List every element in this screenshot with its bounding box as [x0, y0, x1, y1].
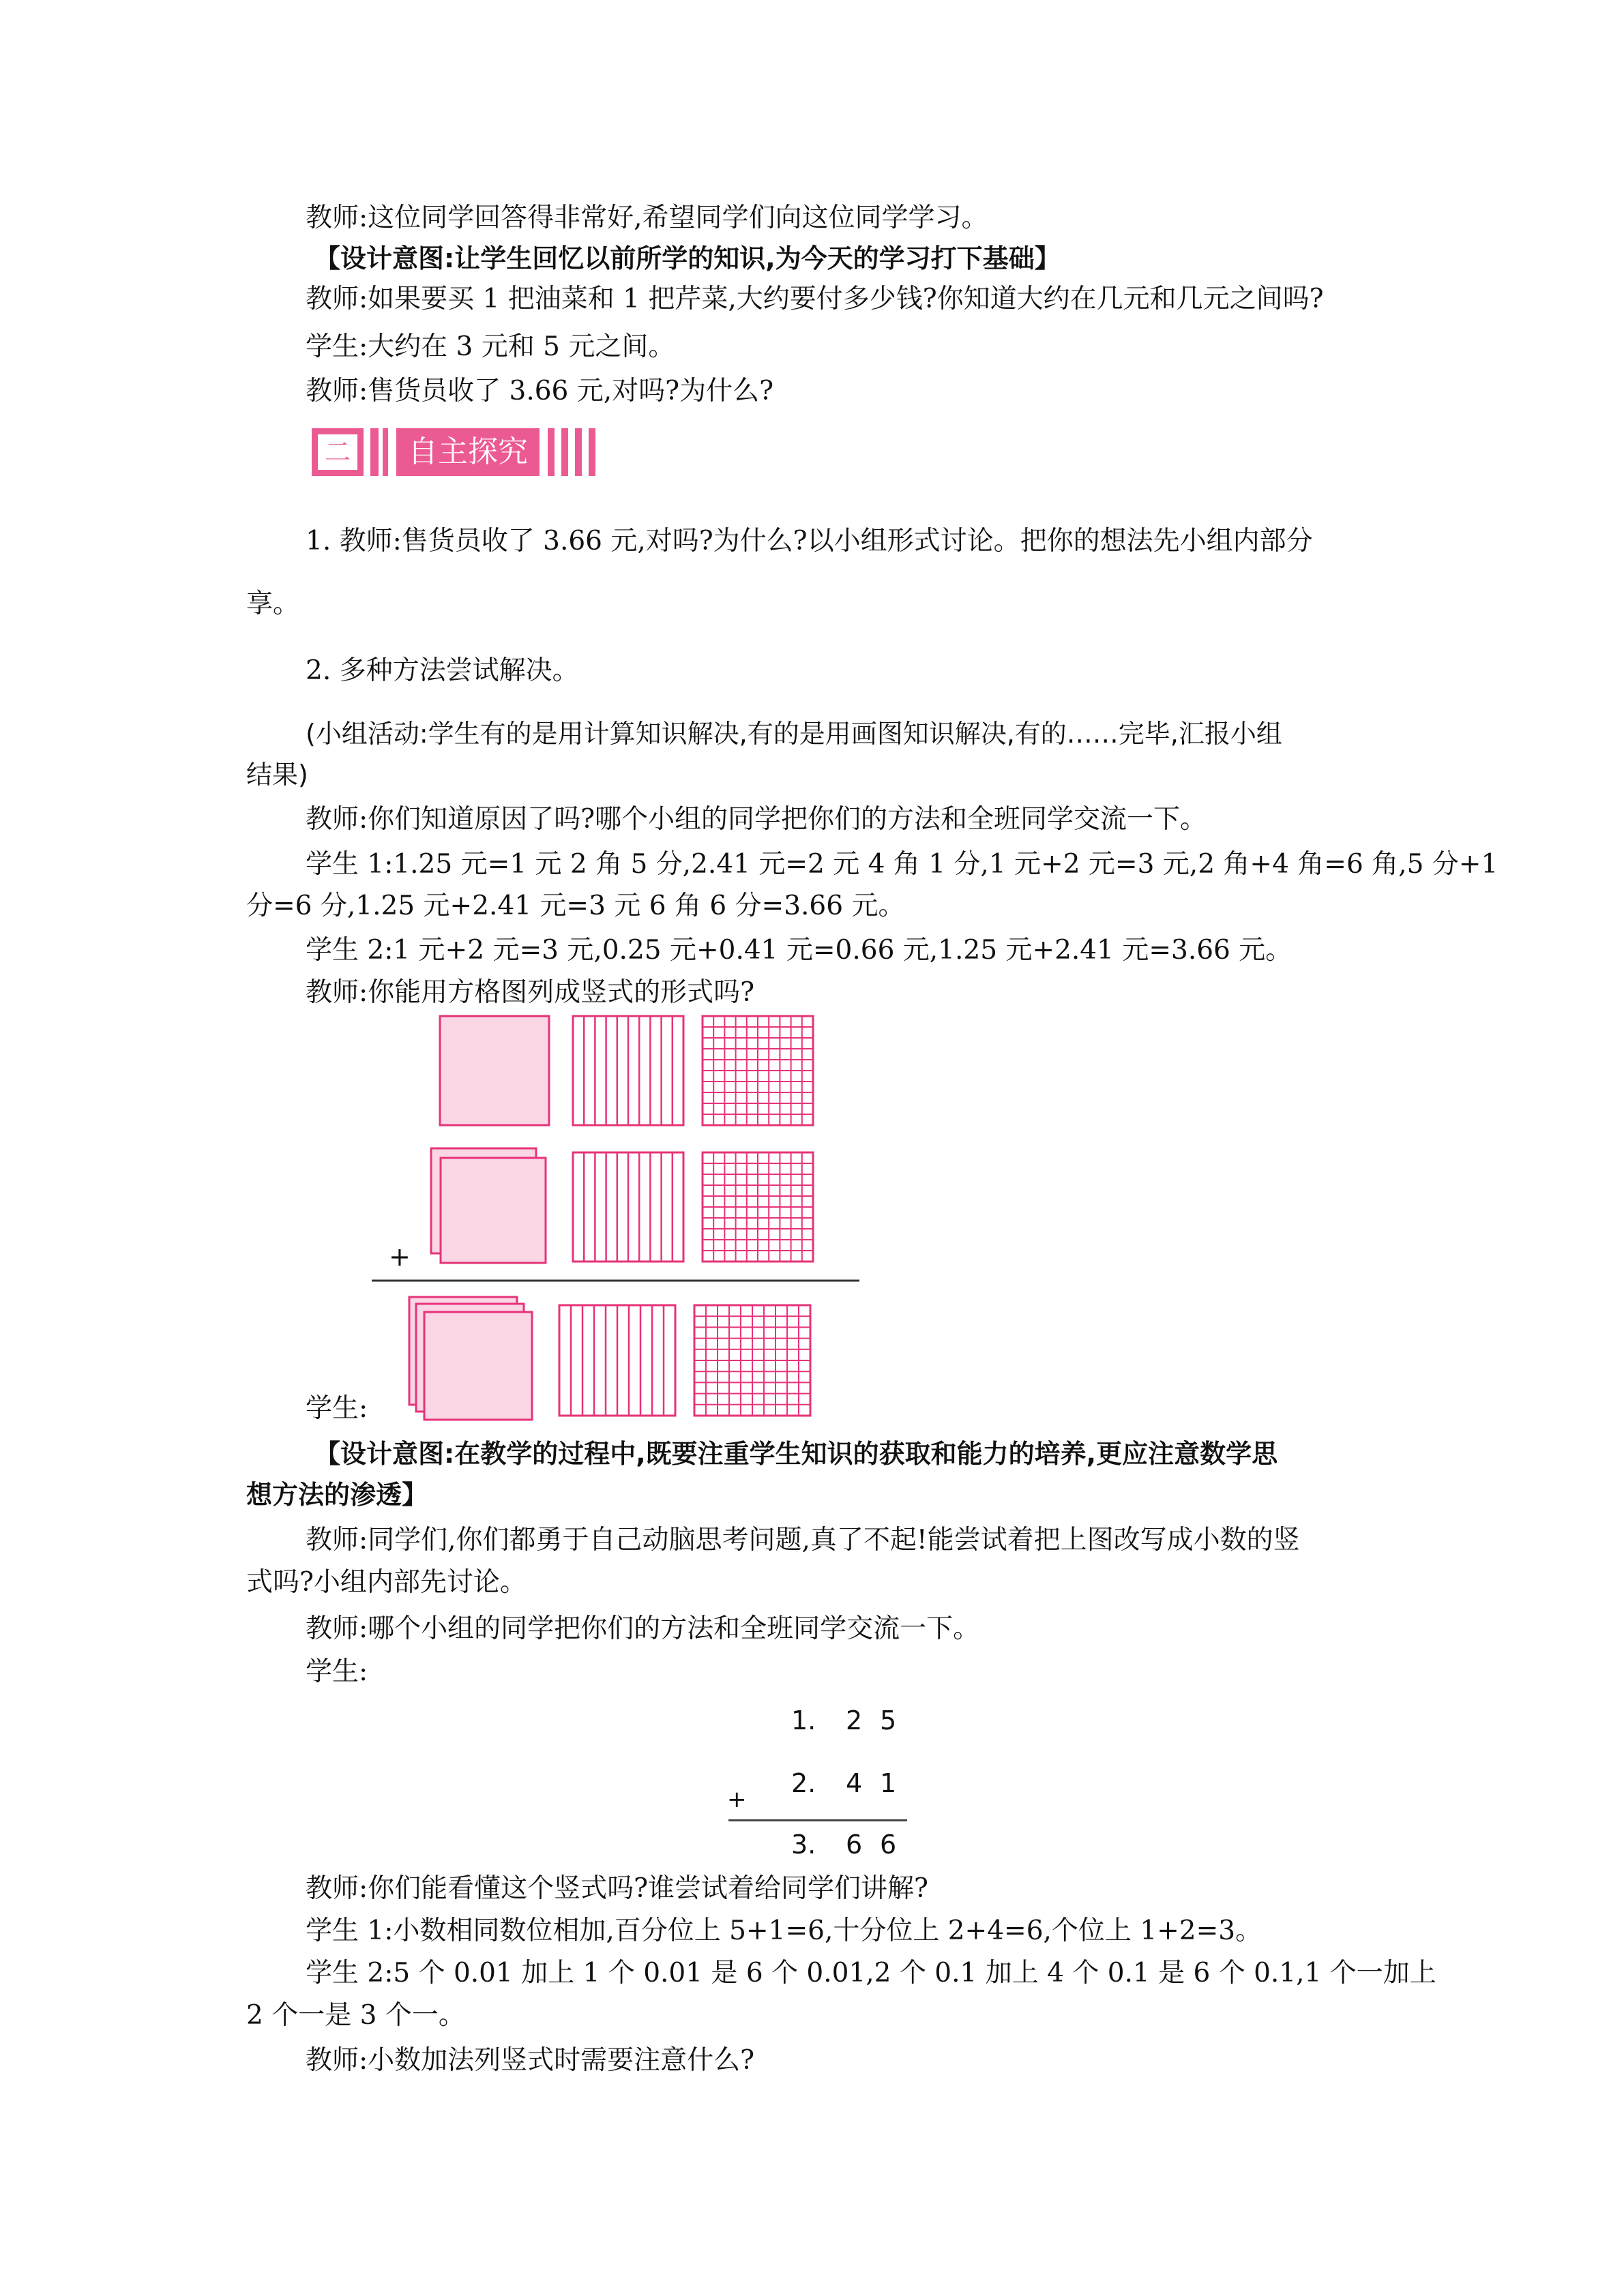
activity-note: 结果) [246, 760, 308, 790]
section-title: 自主探究 [396, 428, 540, 476]
text-line: 式吗?小组内部先讨论。 [246, 1567, 527, 1598]
activity-note: (小组活动:学生有的是用计算知识解决,有的是用画图知识解决,有的……完毕,汇报小组 [306, 719, 1282, 749]
design-intent: 想方法的渗透】 [246, 1480, 428, 1510]
calc-digit: 1. [791, 1705, 816, 1735]
text-line: 教师:你们能看懂这个竖式吗?谁尝试着给同学们讲解? [306, 1873, 928, 1904]
figure-row-1.25 [440, 1016, 813, 1125]
text-line: 学生 1:小数相同数位相加,百分位上 5+1=6,十分位上 2+4=6,个位上 1+2=3。 [306, 1915, 1263, 1946]
calc-sum-line [728, 1819, 907, 1821]
calc-digit: 4 [846, 1768, 863, 1798]
calc-digit: 5 [880, 1705, 897, 1735]
text-line: 教师:你们知道原因了吗?哪个小组的同学把你们的方法和全班同学交流一下。 [306, 804, 1207, 835]
text-line: 教师:这位同学回答得非常好,希望同学们向这位同学学习。 [306, 203, 988, 233]
calc-digit: 2. [791, 1768, 816, 1798]
badge-stripe [575, 428, 582, 476]
badge-stripe [383, 428, 388, 476]
text-line: 教师:你能用方格图列成竖式的形式吗? [306, 977, 755, 1008]
badge-stripe [561, 428, 568, 476]
list-item: 1. 教师:售货员收了 3.66 元,对吗?为什么?以小组形式讨论。把你的想法先小组内部分 [306, 526, 1313, 556]
text-line: 教师:同学们,你们都勇于自己动脑思考问题,真了不起!能尝试着把上图改写成小数的竖 [306, 1525, 1300, 1555]
calc-digit: 6 [880, 1830, 897, 1860]
text-line: 学生 2:1 元+2 元=3 元,0.25 元+0.41 元=0.66 元,1.25 元+2.41 元=3.66 元。 [306, 935, 1293, 966]
list-item: 2. 多种方法尝试解决。 [306, 655, 579, 686]
one-unit-square [424, 1312, 532, 1420]
badge-stripe [589, 428, 595, 476]
calc-digit: 6 [846, 1830, 863, 1860]
badge-stripe [370, 428, 379, 476]
plus-sign: + [389, 1242, 411, 1272]
badge-stripe [548, 428, 555, 476]
text-line: 分=6 分,1.25 元+2.41 元=3 元 6 角 6 分=3.66 元。 [246, 891, 905, 921]
calc-plus-sign: + [727, 1786, 747, 1813]
calc-digit: 1 [880, 1768, 897, 1798]
text-line: 学生 1:1.25 元=1 元 2 角 5 分,2.41 元=2 元 4 角 1 分,1 元+2 元=3 元,2 角+4 角=6 角,5 分+1 [306, 849, 1498, 880]
text-line: 教师:如果要买 1 把油菜和 1 把芹菜,大约要付多少钱?你知道大约在几元和几元之间吗? [306, 284, 1324, 314]
one-unit-square [440, 1016, 549, 1125]
text-line: 2 个一是 3 个一。 [246, 2000, 465, 2031]
grid-addition-figure [368, 1011, 859, 1425]
calc-digit: 3. [791, 1830, 816, 1860]
figure-row-2.41 [431, 1148, 813, 1263]
calc-digit: 2 [846, 1705, 863, 1735]
student-label: 学生: [306, 1393, 368, 1424]
grid-figure-svg [368, 1011, 859, 1425]
list-item-continuation: 享。 [246, 588, 300, 619]
section-number-box [312, 428, 364, 476]
text-line: 教师:小数加法列竖式时需要注意什么? [306, 2045, 755, 2076]
design-intent: 【设计意图:让学生回忆以前所学的知识,为今天的学习打下基础】 [314, 243, 1061, 273]
one-unit-square [441, 1158, 546, 1263]
text-line: 学生: [306, 1656, 368, 1687]
text-line: 教师:售货员收了 3.66 元,对吗?为什么? [306, 376, 773, 406]
design-intent: 【设计意图:在教学的过程中,既要注重学生知识的获取和能力的培养,更应注意数学思 [314, 1439, 1278, 1469]
section-badge [312, 428, 605, 476]
figure-row-3.66 [409, 1297, 810, 1420]
text-line: 学生:大约在 3 元和 5 元之间。 [306, 331, 675, 362]
text-line: 学生 2:5 个 0.01 加上 1 个 0.01 是 6 个 0.01,2 个 0.1 加上 4 个 0.1 是 6 个 0.1,1 个一加上 [306, 1958, 1436, 1988]
text-line: 教师:哪个小组的同学把你们的方法和全班同学交流一下。 [306, 1613, 980, 1644]
section-number: 二 [324, 437, 351, 467]
